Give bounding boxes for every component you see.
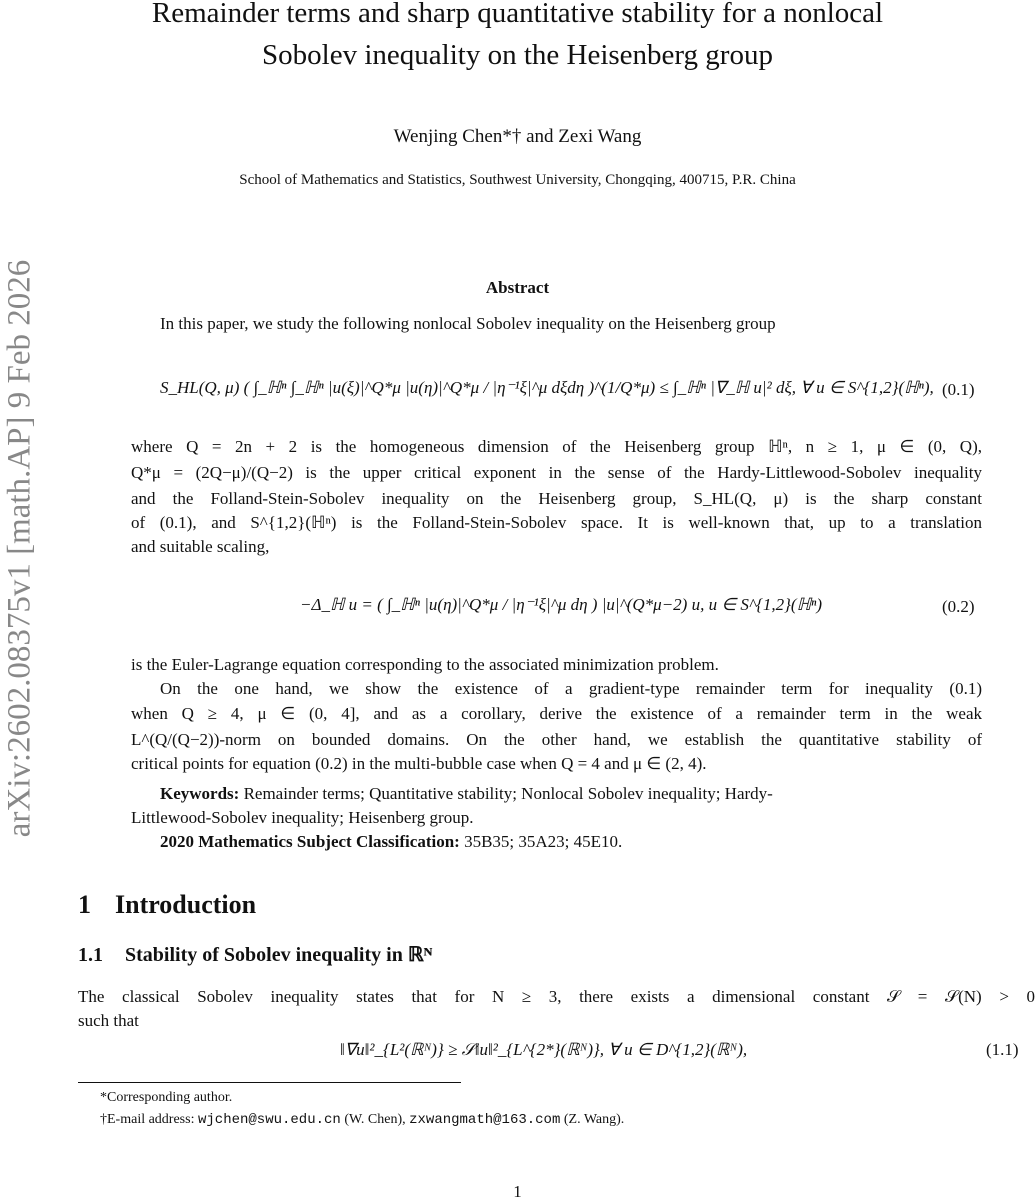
body-line: such that <box>78 1011 139 1030</box>
email-link[interactable]: zxwangmath@163.com <box>409 1112 561 1128</box>
abstract-line: On the one hand, we show the existence of a gradient-type remainder term for inequality (0.1) <box>160 679 982 698</box>
abstract-intro: In this paper, we study the following nonlocal Sobolev inequality on the Heisenberg group <box>160 314 776 333</box>
equation-0-2-number: (0.2) <box>942 597 975 616</box>
equation-1-1: ‖∇u‖²_{L²(ℝᴺ)} ≥ 𝒮‖u‖²_{L^{2*}(ℝᴺ)}, ∀ u ∈ D^{1,2}(ℝᴺ), <box>340 1040 748 1059</box>
msc-label: 2020 Mathematics Subject Classification: <box>160 832 460 851</box>
page-number: 1 <box>513 1182 522 1201</box>
abstract-line: of (0.1), and S^{1,2}(ℍⁿ) is the Folland-Stein-Sobolev space. It is well-known that, up to a translation <box>131 513 982 532</box>
keywords <box>160 783 982 805</box>
section-title: Introduction <box>115 890 257 919</box>
footnote-2-suffix: (Z. Wang). <box>560 1112 625 1127</box>
footnote-rule <box>78 1082 461 1083</box>
authors: Wenjing Chen*† and Zexi Wang <box>393 126 642 147</box>
affiliation: School of Mathematics and Statistics, Southwest University, Chongqing, 400715, P.R. China <box>239 172 796 188</box>
footnote-2-prefix: †E-mail address: <box>100 1112 198 1127</box>
subsection-title: Stability of Sobolev inequality in ℝᴺ <box>125 944 433 966</box>
arxiv-stamp: arXiv:2602.08375v1 [math.AP] 9 Feb 2026 <box>1 259 38 838</box>
msc <box>160 831 982 853</box>
section-heading <box>78 890 256 920</box>
keywords-text: Remainder terms; Quantitative stability; Nonlocal Sobolev inequality; Hardy- <box>239 784 773 803</box>
email-link[interactable]: wjchen@swu.edu.cn <box>197 1112 341 1128</box>
abstract-line: Q*μ = (2Q−μ)/(Q−2) is the upper critical exponent in the sense of the Hardy-Littlewood-Sobolev inequality <box>131 463 982 482</box>
abstract-heading: Abstract <box>485 278 550 297</box>
title-line-2: Sobolev inequality on the Heisenberg group <box>262 39 773 71</box>
abstract-line: and suitable scaling, <box>131 537 270 556</box>
subsection-number: 1.1 <box>78 944 103 966</box>
keywords-label: Keywords: <box>160 784 240 803</box>
footnote-2-mid: (W. Chen), <box>340 1112 410 1127</box>
msc-text: 35B35; 35A23; 45E10. <box>459 832 623 851</box>
equation-0-1: S_HL(Q, μ) ( ∫_ℍⁿ ∫_ℍⁿ |u(ξ)|^Q*μ |u(η)|^Q*μ / |η⁻¹ξ|^μ dξdη )^(1/Q*μ) ≤ ∫_ℍⁿ |∇_ℍ u|² dξ, ∀ u ∈ S^{1,2}(ℍⁿ), <box>160 378 934 397</box>
equation-0-1-number: (0.1) <box>942 380 975 399</box>
paper-title <box>0 0 1035 76</box>
footnote-1: *Corresponding author. <box>100 1090 233 1105</box>
equation-1-1-number: (1.1) <box>986 1040 1019 1059</box>
title-line-1: Remainder terms and sharp quantitative stability for a nonlocal <box>151 0 884 29</box>
abstract-line: when Q ≥ 4, μ ∈ (0, 4], and as a corollary, derive the existence of a remainder term in the weak <box>131 704 982 723</box>
abstract-line: L^(Q/(Q−2))-norm on bounded domains. On the other hand, we establish the quantitative stability of <box>131 730 982 749</box>
equation-0-2: −Δ_ℍ u = ( ∫_ℍⁿ |u(η)|^Q*μ / |η⁻¹ξ|^μ dη ) |u|^(Q*μ−2) u, u ∈ S^{1,2}(ℍⁿ) <box>300 595 823 614</box>
subsection-heading <box>78 942 432 967</box>
body-line: The classical Sobolev inequality states that for N ≥ 3, there exists a dimensional constant 𝒮 = 𝒮(N) > 0 <box>78 987 1035 1006</box>
abstract-line: critical points for equation (0.2) in the multi-bubble case when Q = 4 and μ ∈ (2, 4). <box>131 754 707 773</box>
abstract-line: is the Euler-Lagrange equation corresponding to the associated minimization problem. <box>131 655 719 674</box>
section-number: 1 <box>78 890 91 919</box>
abstract-line: and the Folland-Stein-Sobolev inequality on the Heisenberg group, S_HL(Q, μ) is the sharp constant <box>131 489 982 508</box>
footnote-2 <box>100 1112 624 1128</box>
abstract-line: where Q = 2n + 2 is the homogeneous dimension of the Heisenberg group ℍⁿ, n ≥ 1, μ ∈ (0, Q), <box>131 437 982 456</box>
keywords-cont: Littlewood-Sobolev inequality; Heisenberg group. <box>131 808 474 827</box>
